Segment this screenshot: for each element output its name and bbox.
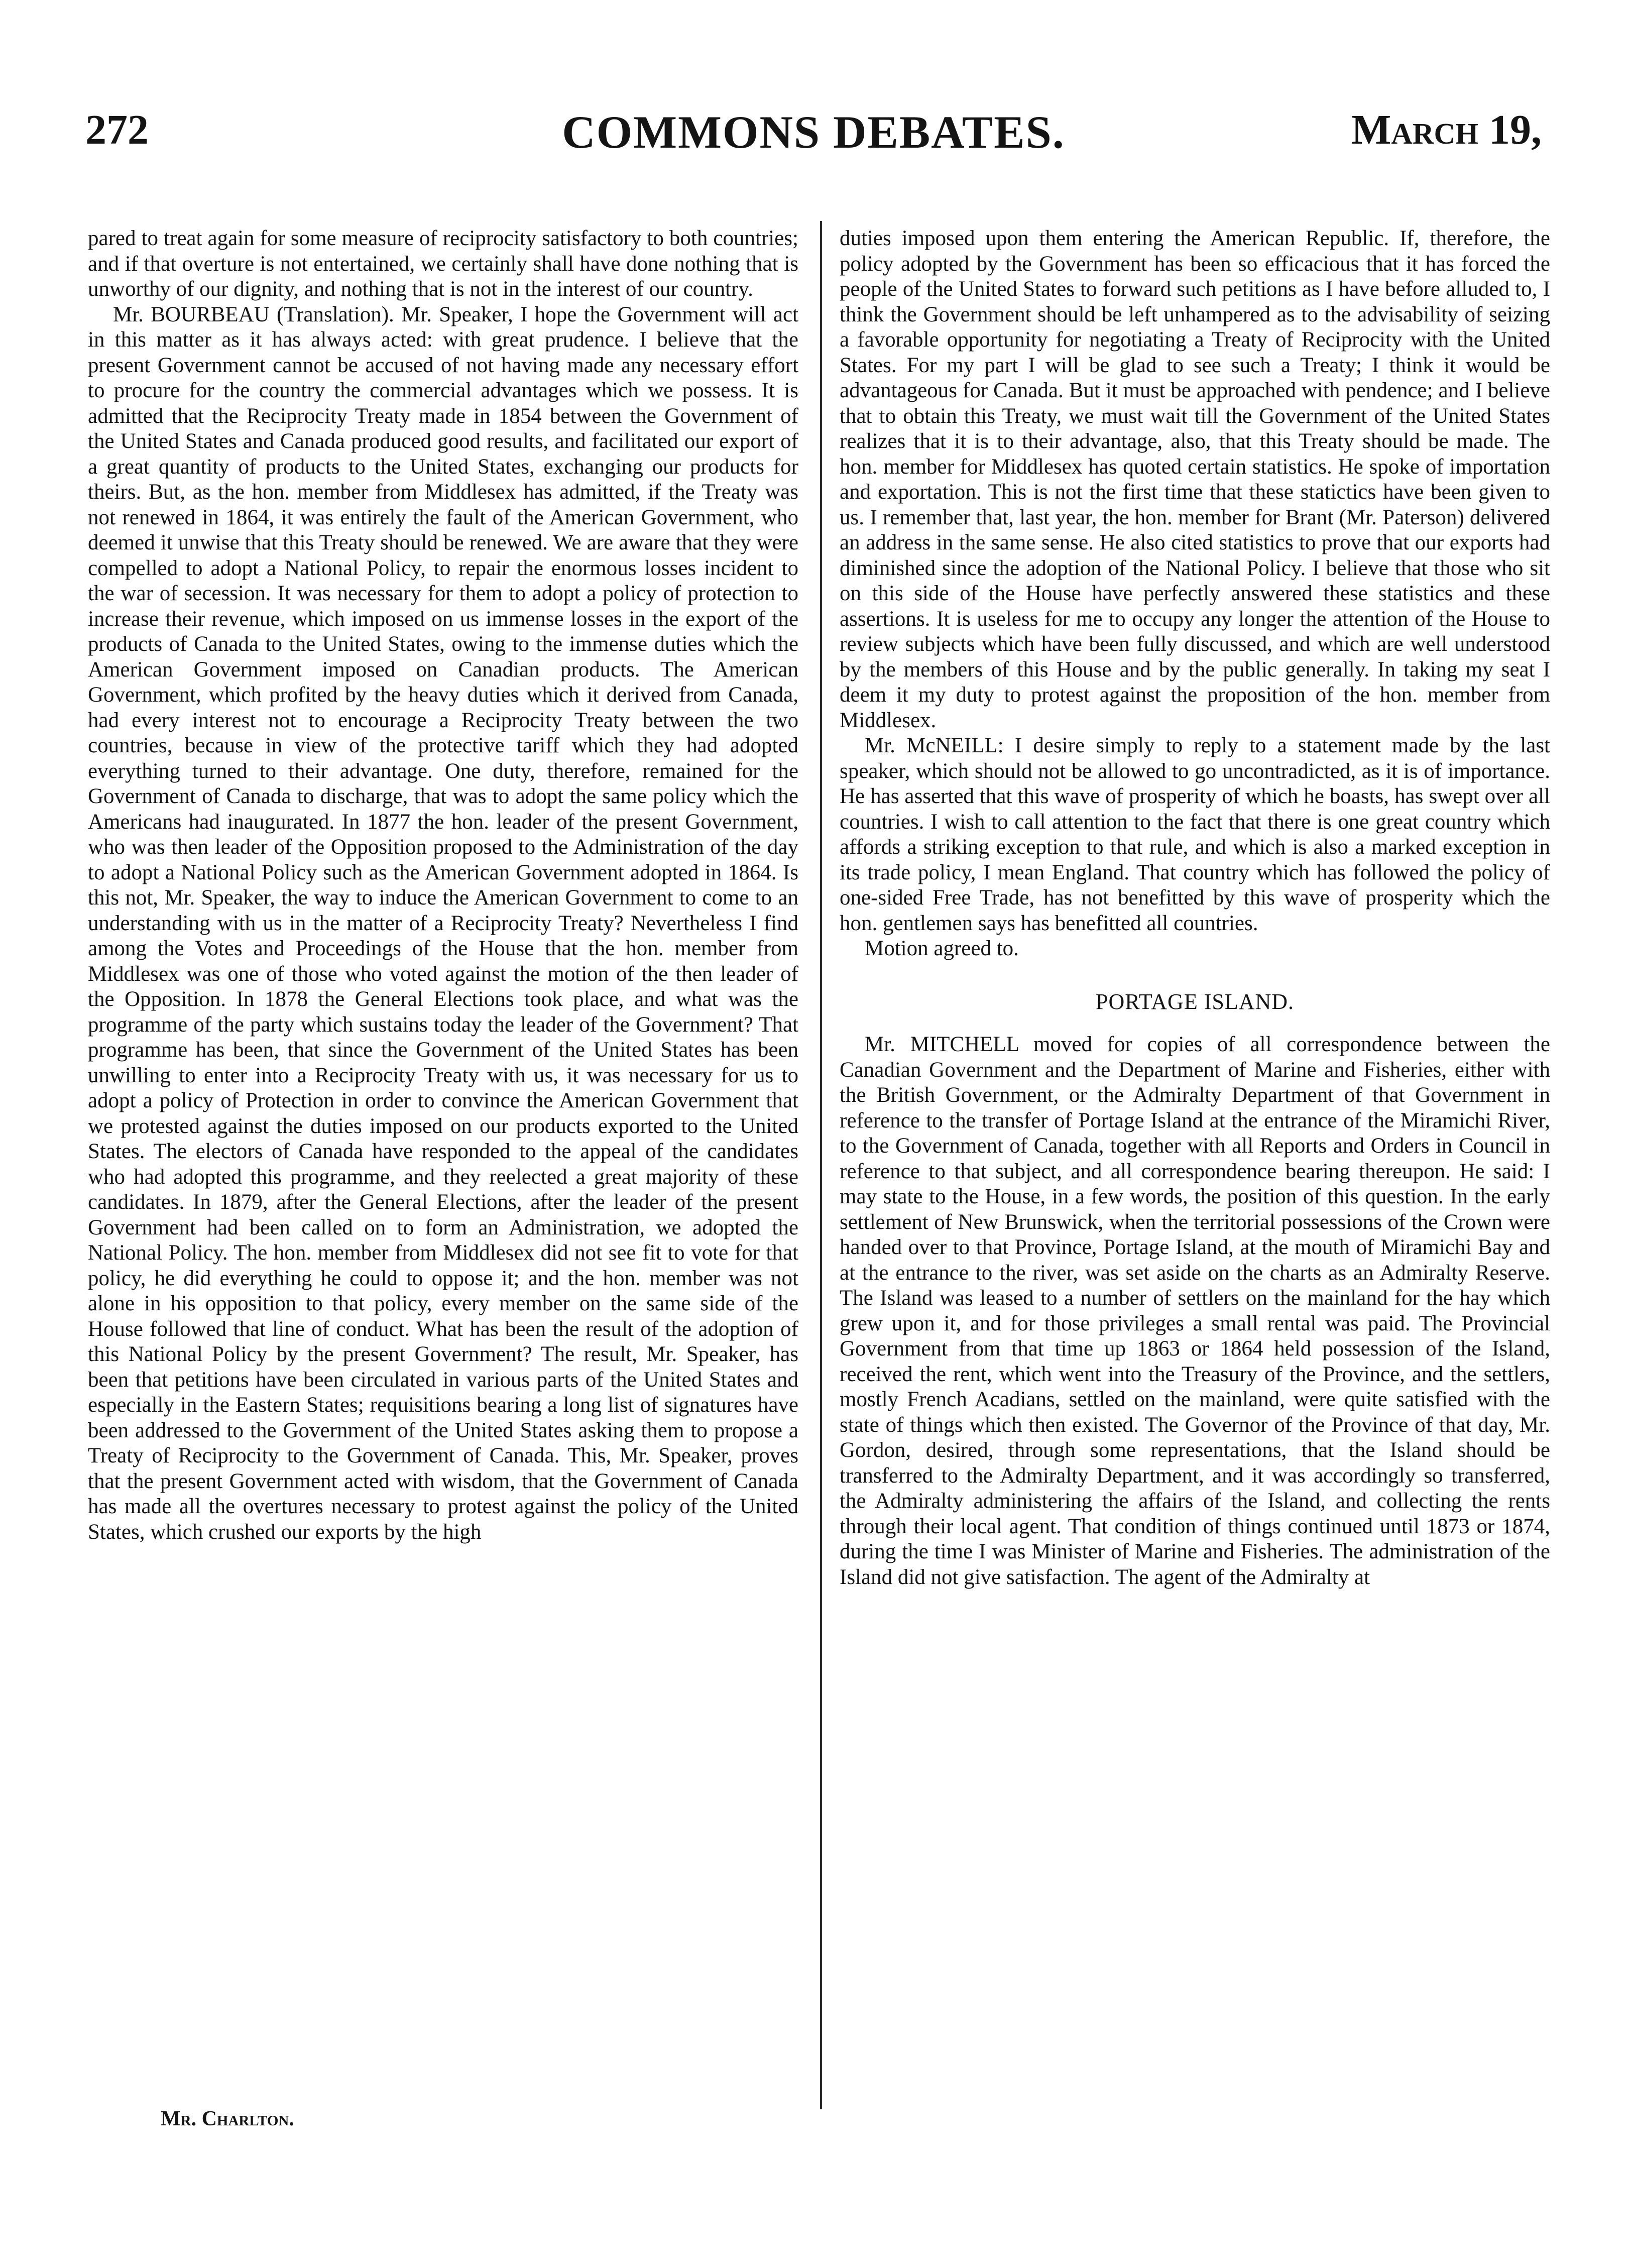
paragraph: Mr. MITCHELL moved for copies of all correspondence between the Canadian Government and the Department of Marine and Fisheries, either with the British Government, or the Admiralty Department of that Government in reference to the transfer of Portage Island at the entrance of the Miramichi River, to the Government of Canada, together with all Reports and Orders in Council in reference to that subject, and all correspondence bearing thereupon. He said: I may state to the House, in a few words, the position of this question. In the early settlement of New Brunswick, when the territorial possessions of the Crown were handed over to that Province, Portage Island, at the mouth of Miramichi Bay and at the entrance to the river, was set aside on the charts as an Admiralty Reserve. The Island was leased to a number of settlers on the mainland for the hay which grew upon it, and for those privileges a small rental was paid. The Provincial Government from that time up 1863 or 1864 held possession of the Island, received the rent, which went into the Treasury of the Province, and the settlers, mostly French Acadians, settled on the mainland, were quite satisfied with the state of things which then existed. The Governor of the Province of that day, Mr. Gordon, desired, through some representations, that the Island should be transferred to the Admiralty Department, and it was accordingly so transferred, the Admiralty administering the affairs of the Island, and collecting the rents through their local agent. That condition of things continued until 1873 or 1874, during the time I was Minister of Marine and Fisheries. The administration of the Island did not give satisfaction. The agent of the Admiralty at <box>840 1033 1550 1589</box>
paragraph: pared to treat again for some measure of reciprocity satisfactory to both countries; and if that overture is not entertained, we certainly shall have done nothing that is unworthy of our dignity, and nothing that is not in the interest of our country. <box>88 226 798 301</box>
paragraph: Mr. McNEILL: I desire simply to reply to a statement made by the last speaker, which should not be allowed to go uncontradicted, as it is of importance. He has asserted that this wave of prosperity of which he boasts, has swept over all countries. I wish to call attention to the fact that there is one great country which affords a striking exception to that rule, and which is also a marked exception in its trade policy, I mean England. That country which has followed the policy of one-sided Free Trade, has not benefitted by this wave of prosperity which the hon. gentlemen says has benefitted all countries. <box>840 734 1550 935</box>
footer-speaker-name: Mr. Charlton. <box>161 2107 294 2130</box>
section-heading: PORTAGE ISLAND. <box>1095 989 1295 1014</box>
page-header <box>85 105 1542 166</box>
paragraph: Mr. BOURBEAU (Translation). Mr. Speaker, I hope the Government will act in this matter as it has always acted: with great prudence. I believe that the present Government cannot be accused of not having made any necessary effort to procure for the country the commercial advantages which we possess. It is admitted that the Reciprocity Treaty made in 1854 between the Government of the United States and Canada produced good results, and facilitated our export of a great quantity of products to the United States, exchanging our products for theirs. But, as the hon. member from Middlesex has admitted, if the Treaty was not renewed in 1864, it was entirely the fault of the American Government, who deemed it unwise that this Treaty should be renewed. We are aware that they were compelled to adopt a National Policy, to repair the enormous losses incident to the war of secession. It was necessary for them to adopt a policy of protection to increase their revenue, which imposed on us immense losses in the export of the products of Canada to the United States, owing to the immense duties which the American Government imposed on Canadian products. The American Government, which profited by the heavy duties which it derived from Canada, had every interest not to encourage a Reciprocity Treaty between the two countries, because in view of the protective tariff which they had adopted everything turned to their advantage. One duty, therefore, remained for the Government of Canada to discharge, that was to adopt the same policy which the Americans had inaugurated. In 1877 the hon. leader of the present Government, who was then leader of the Opposition proposed to the Administration of the day to adopt a National Policy such as the American Government adopted in 1864. Is this not, Mr. Speaker, the way to induce the American Government to come to an understanding with us in the matter of a Reciprocity Treaty? Nevertheless I find among the Votes and Proceedings of the House that the hon. member from Middlesex was one of those who voted against the motion of the then leader of the Opposition. In 1878 the General Elections took place, and what was the programme of the party which sustains today the leader of the Government? That programme has been, that since the Government of the United States has been unwilling to enter into a Reciprocity Treaty with us, it was necessary for us to adopt a policy of Protection in order to convince the American Government that we protested against the duties imposed on our products exported to the United States. The electors of Canada have responded to the appeal of the candidates who had adopted this programme, and they reelected a great majority of these candidates. In 1879, after the General Elections, after the leader of the present Government had been called on to form an Administration, we adopted the National Policy. The hon. member from Middlesex did not see fit to vote for that policy, he did everything he could to oppose it; and the hon. member was not alone in his opposition to that policy, every member on the same side of the House followed that line of conduct. What has been the result of the adoption of this National Policy by the present Government? The result, Mr. Speaker, has been that petitions have been circulated in various parts of the United States and especially in the Eastern States; requisitions bearing a long list of signatures have been addressed to the Government of the United States asking them to propose a Treaty of Reciprocity to the Government of Canada. This, Mr. Speaker, proves that the present Government acted with wisdom, that the Government of Canada has made all the overtures necessary to protest against the policy of the United States, which crushed our exports by the high <box>88 302 798 1544</box>
paragraph: Motion agreed to. <box>865 937 1019 960</box>
page-number: 272 <box>85 106 149 153</box>
right-column <box>840 226 1550 2099</box>
left-column <box>88 226 798 2099</box>
paragraph: duties imposed upon them entering the American Republic. If, therefore, the policy adopted by the Government has been so efficacious that it has forced the people of the United States to forward such petitions as I have before alluded to, I think the Government should be left unhampered as to the advisability of seizing a favorable opportunity for negotiating a Treaty of Reciprocity with the United States. For my part I will be glad to see such a Treaty; I think it would be advantageous for Canada. But it must be approached with pendence; and I believe that to obtain this Treaty, we must wait till the Government of the United States realizes that it is to their advantage, also, that this Treaty should be made. The hon. member for Middlesex has quoted certain statistics. He spoke of importation and exportation. This is not the first time that these statictics have been given to us. I remember that, last year, the hon. member for Brant (Mr. Paterson) delivered an address in the same sense. He also cited statistics to prove that our exports had diminished since the adoption of the National Policy. I believe that those who sit on this side of the House have perfectly answered these statistics and these assertions. It is useless for me to occupy any longer the attention of the House to review subjects which have been fully discussed, and which are well understood by the members of this House and by the public generally. In taking my seat I deem it my duty to protest against the proposition of the hon. member from Middlesex. <box>840 226 1550 732</box>
running-title: COMMONS DEBATES. <box>562 106 1065 158</box>
header-date: March 19, <box>1351 106 1542 153</box>
column-divider <box>820 221 822 2109</box>
